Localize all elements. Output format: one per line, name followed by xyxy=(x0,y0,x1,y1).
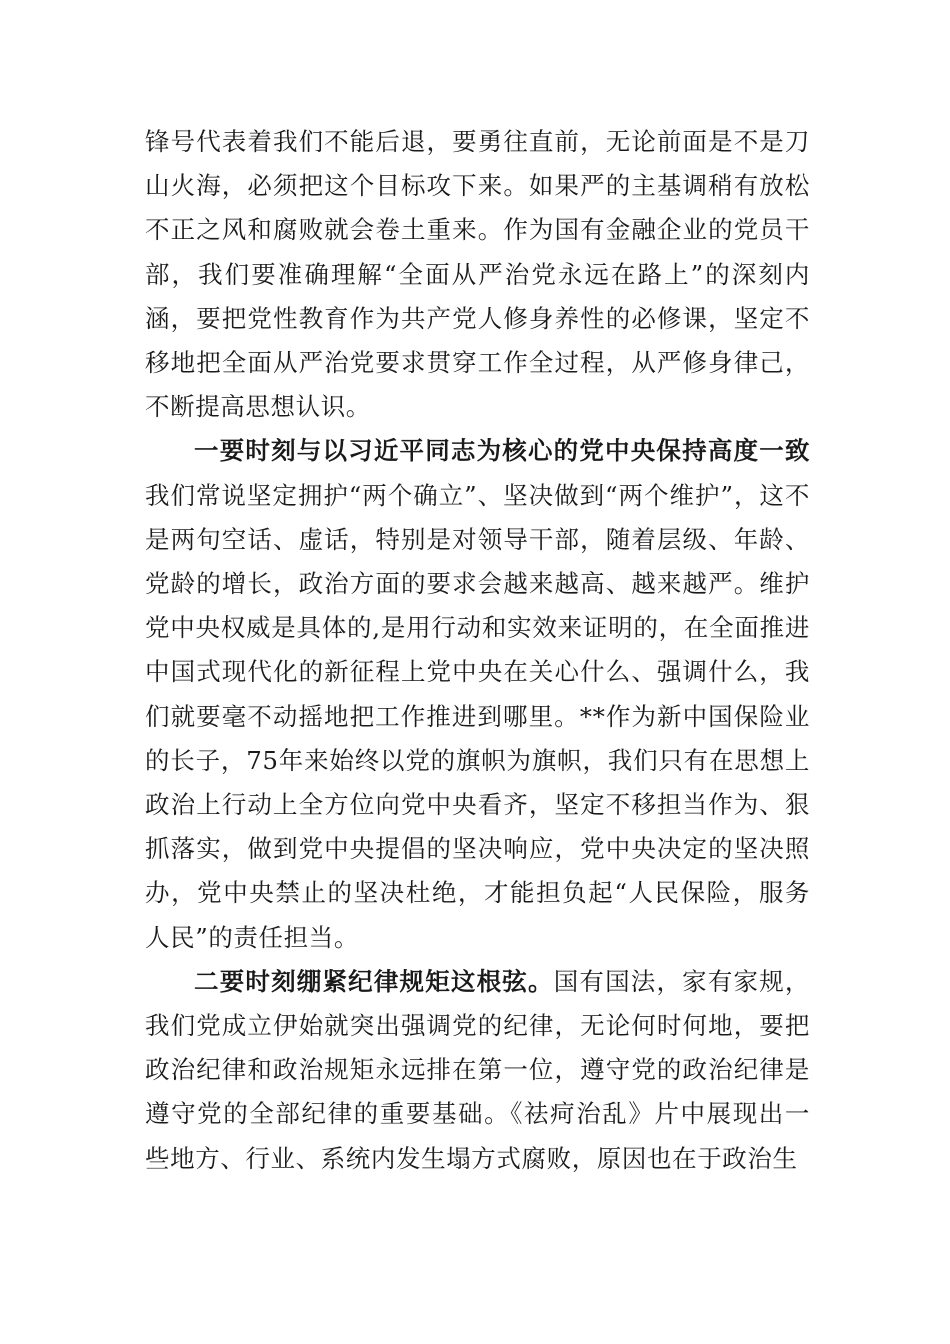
paragraph-text: 我们常说坚定拥护“两个确立”、坚决做到“两个维护”，这不是两句空话、虚话，特别是对领导干部，随着层级、年龄、党龄的增长，政治方面的要求会越来越高、越来越严。维护党中央权威是具体的,是用行动和实效来证明的，在全面推进中国式现代化的新征程上党中央在关心什么、强调什么，我们就要毫不动摇地把工作推进到哪里。**作为新中国保险业的长子，75年来始终以党的旗帜为旗帜，我们只有在思想上政治上行动上全方位向党中央看齐，坚定不移担当作为、狠抓落实，做到党中央提倡的坚决响应，党中央决定的坚决照办，党中央禁止的坚决杜绝，才能担负起“人民保险，服务人民”的责任担当。 xyxy=(145,480,810,952)
paragraph-heading: 二要时刻绷紧纪律规矩这根弦。 xyxy=(194,966,554,996)
paragraph-text: 锋号代表着我们不能后退，要勇往直前，无论前面是不是刀山火海，必须把这个目标攻下来。如果严的主基调稍有放松不正之风和腐败就会卷土重来。作为国有金融企业的党员干部，我们要准确理解“全面从严治党永远在路上”的深刻内涵，要把党性教育作为共产党人修身养性的必修课，坚定不移地把全面从严治党要求贯穿工作全过程，从严修身律己，不断提高思想认识。 xyxy=(145,127,810,422)
document-body xyxy=(145,120,810,1181)
paragraph-point-one xyxy=(145,429,810,959)
paragraph-point-two xyxy=(145,960,810,1181)
paragraph-heading: 一要时刻与以习近平同志为核心的党中央保持高度一致 xyxy=(194,436,810,466)
paragraph-continuation xyxy=(145,120,810,429)
paragraph-text: 国有国法，家有家规，我们党成立伊始就突出强调党的纪律，无论何时何地，要把政治纪律和政治规矩永远排在第一位，遵守党的政治纪律是遵守党的全部纪律的重要基础。《祛疴治乱》片中展现出一些地方、行业、系统内发生塌方式腐败，原因也在于政治生 xyxy=(145,966,811,1173)
